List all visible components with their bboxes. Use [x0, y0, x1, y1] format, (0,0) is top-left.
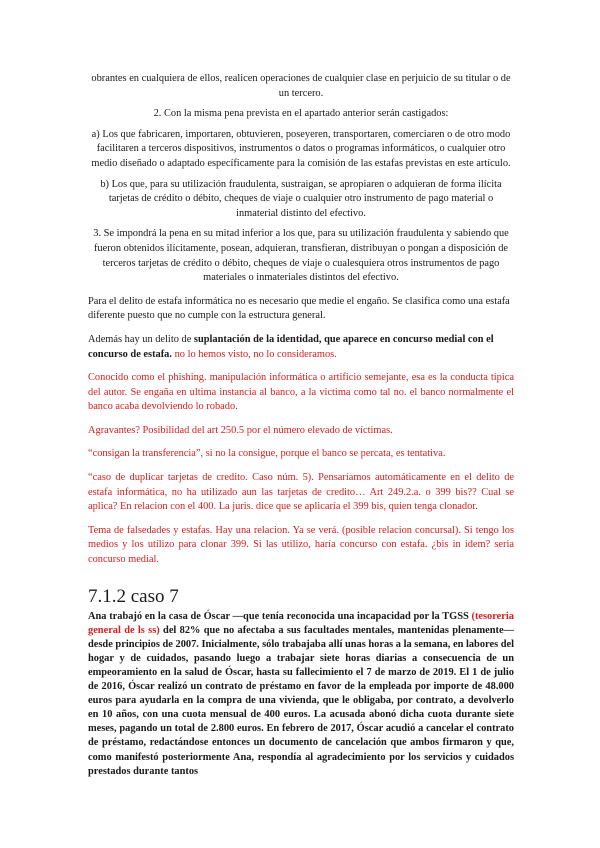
note-falsedades: Tema de falsedades y estafas. Hay una relacion. Ya se verá. (posible relacion concursal). Si tengo los medios y los utilizo para clonar 399. Si las utilizo, haría concurso con estafa. ¿bis in idem? seria concurso medial. [88, 524, 514, 566]
statute-paragraph-2a: a) Los que fabricaren, importaren, obtuvieren, poseyeren, transportaren, comerciaren o de otro modo facilitaren a terceros dispositivos, instrumentos o datos o programas informáticos, o cualquier otro medio diseñado o adaptado específicamente para la comisión de las estafas previstas en este artículo. [91, 128, 511, 169]
section-heading: 7.1.2 caso 7 [88, 585, 179, 607]
note-tentativa: “consigan la transferencia”, si no la consigue, porque el banco se percata, es tentativa. [88, 448, 446, 460]
case-text-part-1: Ana trabajó en la casa de Óscar —que tenía reconocida una incapacidad por la TGSS [88, 610, 472, 622]
document-page [88, 72, 514, 779]
case-text-block [88, 610, 514, 779]
case-text-part-2: del 82% que no afectaba a sus facultades mentales, mantenidas plenamente— desde principios de 2007. Inicialmente, sólo trabajaba allí unas horas a la semana, en labores del hogar y de cuidados, pasando luego a trabajar siete horas diarias a consecuencia de un empeoramiento en la salud de Óscar, hasta su fallecimiento el 7 de marzo de 2019. El 1 de julio de 2016, Óscar realizó un contrato de préstamo en favor de la empleada por importe de 48.000 euros para ayudarla en la compra de una vivienda, que le obligaba, por contrato, a devolverlo en 10 años, con una cuota mensual de 400 euros. La acusada abonó dicha cuota durante siete meses, pagando un total de 2.800 euros. En febrero de 2017, Óscar acudió a cancelar el contrato de préstamo, redactándose entonces un documento de cancelación que ambos firmaron y que, como manifestó posteriormente Ana, respondía al agradecimiento por los servicios y cuidados prestados durante tantos [88, 624, 514, 777]
statute-paragraph-2b: b) Los que, para su utilización fraudulenta, sustraigan, se apropiaren o adquieran de forma ilícita tarjetas de crédito o débito, cheques de viaje o cualquier otro instrumento de pago material o inmaterial distinto del efectivo. [100, 178, 502, 219]
note-suplantacion-comment: no lo hemos visto, no lo consideramos. [171, 348, 337, 360]
note-duplicar-tarjetas: “caso de duplicar tarjetas de credito. Caso núm. 5). Pensaríamos automáticamente en el delito de estafa informática, no ha utilizado aun las tarjetas de credito… Art 249.2.a. o 399 bis?? Cual se aplica? En relacion con el 400. La juris. dice que se aplicaría el 399 bis, quien tenga clonador. [88, 472, 514, 513]
statute-paragraph-continuation: obrantes en cualquiera de ellos, realicen operaciones de cualquier clase en perjuicio de su titular o de un tercero. [91, 73, 511, 99]
note-phishing: Conocido como el phishing. manipulación informática o artificio semejante, esa es la conducta típica del autor. Se engaña en ultima instancia al banco, a la victima como tal no. el banco normalmente el banco acaba devolviendo lo robado. [88, 372, 514, 413]
case-text [88, 610, 514, 779]
note-suplantacion-bold: suplantación de la identidad, que aparece en concurso medial con el concurso de estafa. [88, 333, 494, 360]
statute-paragraph-2: 2. Con la misma pena prevista en el apartado anterior serán castigados: [153, 108, 449, 120]
note-estafa-informatica: Para el delito de estafa informática no es necesario que medie el engaño. Se clasifica como una estafa diferente puesto que no cumple con la estructura general. [88, 295, 510, 322]
note-suplantacion [88, 333, 514, 362]
statute-paragraph-3: 3. Se impondrá la pena en su mitad inferior a los que, para su utilización fraudulenta y sabiendo que fueron obtenidos ilícitamente, posean, adquieran, transfieran, distribuyan o pongan a disposición de terceros tarjetas de crédito o débito, cheques de viaje o cualesquiera otros instrumentos de pago materiales o inmateriales distintos del efectivo. [93, 228, 509, 284]
case-text-annotation: (tesoreria general de ls ss) [88, 610, 514, 636]
note-agravantes: Agravantes? Posibilidad del art 250.5 por el número elevado de víctimas. [88, 424, 393, 436]
note-suplantacion-intro: Además hay un delito de [88, 333, 194, 345]
